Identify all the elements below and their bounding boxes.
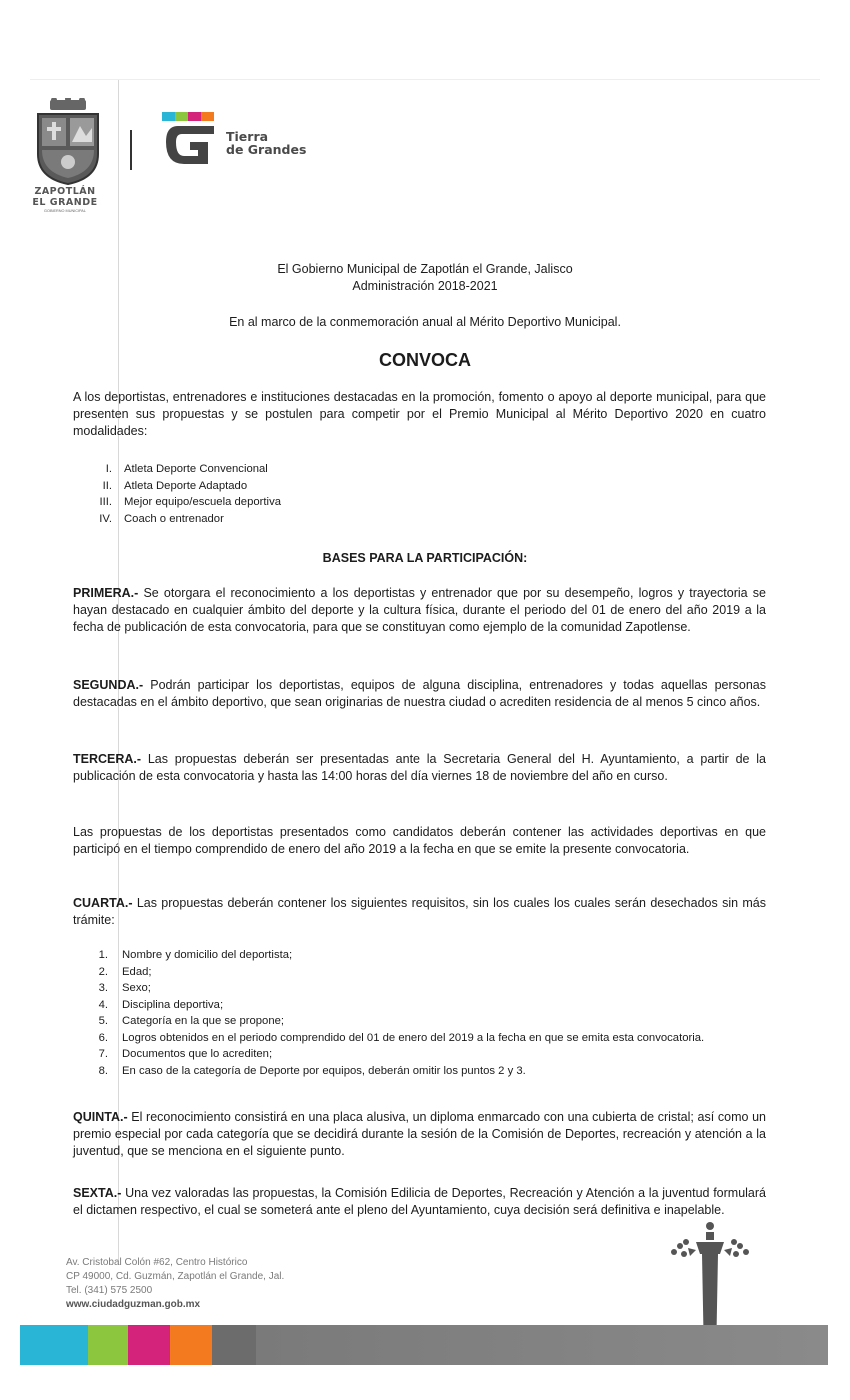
- footer-address-line1: Av. Cristobal Colón #62, Centro Histórico: [66, 1257, 248, 1268]
- seal-title-line1: ZAPOTLÁN: [34, 186, 96, 197]
- color-stripe-dark: [212, 1325, 256, 1365]
- requirements-list: [98, 947, 766, 1079]
- logo-divider: [130, 130, 132, 170]
- base-label: PRIMERA.-: [73, 586, 139, 600]
- seal-title-line2: EL GRANDE: [32, 197, 98, 208]
- page-title: CONVOCA: [378, 350, 471, 370]
- base-cuarta: [73, 895, 766, 929]
- base-label: TERCERA.-: [73, 752, 142, 766]
- scan-edge-line: [30, 79, 820, 80]
- list-item: III. Mejor equipo/escuela deportiva: [99, 496, 281, 508]
- list-item: 1. Nombre y domicilio del deportista;: [98, 949, 293, 961]
- bases-heading: BASES PARA LA PARTICIPACIÓN:: [322, 551, 528, 565]
- list-item: 5. Categoría en la que se propone;: [98, 1015, 285, 1027]
- base-text: Las propuestas deberán ser presentadas ante la Secretaria General del H. Ayuntamiento, a partir de la publicación de esta convocatoria y hasta las 14:00 horas del día viernes 18 de noviembre del año en curso.: [73, 752, 766, 783]
- base-segunda: [73, 677, 766, 711]
- base-label: CUARTA.-: [73, 896, 133, 910]
- base-sexta: [73, 1185, 766, 1219]
- tierra-de-grandes-logo-icon: [162, 112, 220, 172]
- base-tercera: [73, 751, 766, 785]
- footer-phone: Tel. (341) 575 2500: [66, 1285, 153, 1296]
- modalities-list: [99, 461, 281, 527]
- brand-text: [226, 130, 306, 156]
- footer-website: www.ciudadguzman.gob.mx: [66, 1299, 201, 1310]
- base-label: SEXTA.-: [73, 1186, 122, 1200]
- base-text: Las propuestas deberán contener los siguientes requisitos, sin los cuales los cuales serán desechados sin más trámite:: [73, 896, 766, 927]
- base-label: SEGUNDA.-: [73, 678, 144, 692]
- list-item: 7. Documentos que lo acrediten;: [98, 1048, 273, 1060]
- footer-address-line2: CP 49000, Cd. Guzmán, Zapotlán el Grande, Jal.: [66, 1271, 285, 1282]
- base-primera: [73, 585, 766, 635]
- footer-address-block: [66, 1256, 284, 1312]
- base-text: El reconocimiento consistirá en una placa alusiva, un diploma enmarcado con una cubierta de cristal; así como un premio especial por cada categoría que se decidirá durante la sesión de la Comisión de Deportes, recreación y atención a la juventud, que se menciona en el siguiente punto.: [73, 1110, 766, 1158]
- color-stripe-green: [88, 1325, 128, 1365]
- list-item: 3. Sexo;: [98, 982, 151, 994]
- list-item: 4. Disciplina deportiva;: [98, 998, 224, 1011]
- list-item: 2. Edad;: [98, 965, 152, 978]
- intro-line3: En al marco de la conmemoración anual al Mérito Deportivo Municipal.: [229, 315, 621, 329]
- intro-line2: Administración 2018-2021: [352, 279, 498, 293]
- list-item: II. Atleta Deporte Adaptado: [102, 479, 248, 492]
- seal-subtitle: GOBIERNO MUNICIPAL: [44, 209, 86, 213]
- list-item: 6. Logros obtenidos en el periodo comprendido del 01 de enero del 2019 a la fecha en que se emita esta convocatoria.: [98, 1031, 705, 1044]
- list-item: I. Atleta Deporte Convencional: [105, 463, 268, 475]
- color-stripe-gray: [256, 1325, 828, 1365]
- base-text: Una vez valoradas las propuestas, la Comisión Edilicia de Deportes, Recreación y Atención a la juventud formulará el dictamen respectivo, el cual se someterá ante el pleno del Ayuntamiento, cuya decisión será definitiva e inapelable.: [73, 1186, 766, 1217]
- base-label: QUINTA.-: [73, 1110, 128, 1124]
- color-stripe-cyan: [20, 1325, 88, 1365]
- list-item: IV. Coach o entrenador: [99, 512, 224, 525]
- invitation-paragraph: A los deportistas, entrenadores e instituciones destacadas en la promoción, fomento o apoyo al deporte municipal, para que presenten sus propuestas y se postulen para competir por el Premio Municipal al Mérito Deportivo 2020 en cuatro modalidades:: [73, 390, 766, 438]
- brand-line2: de Grandes: [226, 142, 307, 157]
- intro-line1: El Gobierno Municipal de Zapotlán el Grande, Jalisco: [277, 262, 573, 276]
- seal-title: [24, 186, 106, 208]
- base-text: Podrán participar los deportistas, equipos de alguna disciplina, entrenadores y todas aquellas personas destacadas en el ámbito deportivo, que sean originarias de nuestra ciudad o acrediten residencia de al menos 5 cinco años.: [73, 678, 766, 709]
- brand-line1: Tierra: [226, 129, 269, 144]
- color-stripe-magenta: [128, 1325, 170, 1365]
- base-text: Se otorgara el reconocimiento a los deportistas y entrenador que por su desempeño, logros y trayectoria se hayan destacado en cualquier ámbito del deporte y la cultura física, durante el periodo del 01 de enero del año 2019 a la fecha de publicación de esta convocatoria, para que se constituyan como ejemplo de la comunidad Zapotlense.: [73, 586, 766, 634]
- color-stripe-orange: [170, 1325, 212, 1365]
- list-item: 8. En caso de la categoría de Deporte por equipos, deberán omitir los puntos 2 y 3.: [98, 1064, 526, 1077]
- scan-fold-line: [118, 80, 119, 1260]
- base-tercera-extra: Las propuestas de los deportistas presentados como candidatos deberán contener las actividades deportivas en que participó en el tiempo comprendido de enero del año 2019 a la fecha en que se emite la presente convocatoria.: [73, 825, 766, 856]
- base-quinta: [73, 1109, 766, 1159]
